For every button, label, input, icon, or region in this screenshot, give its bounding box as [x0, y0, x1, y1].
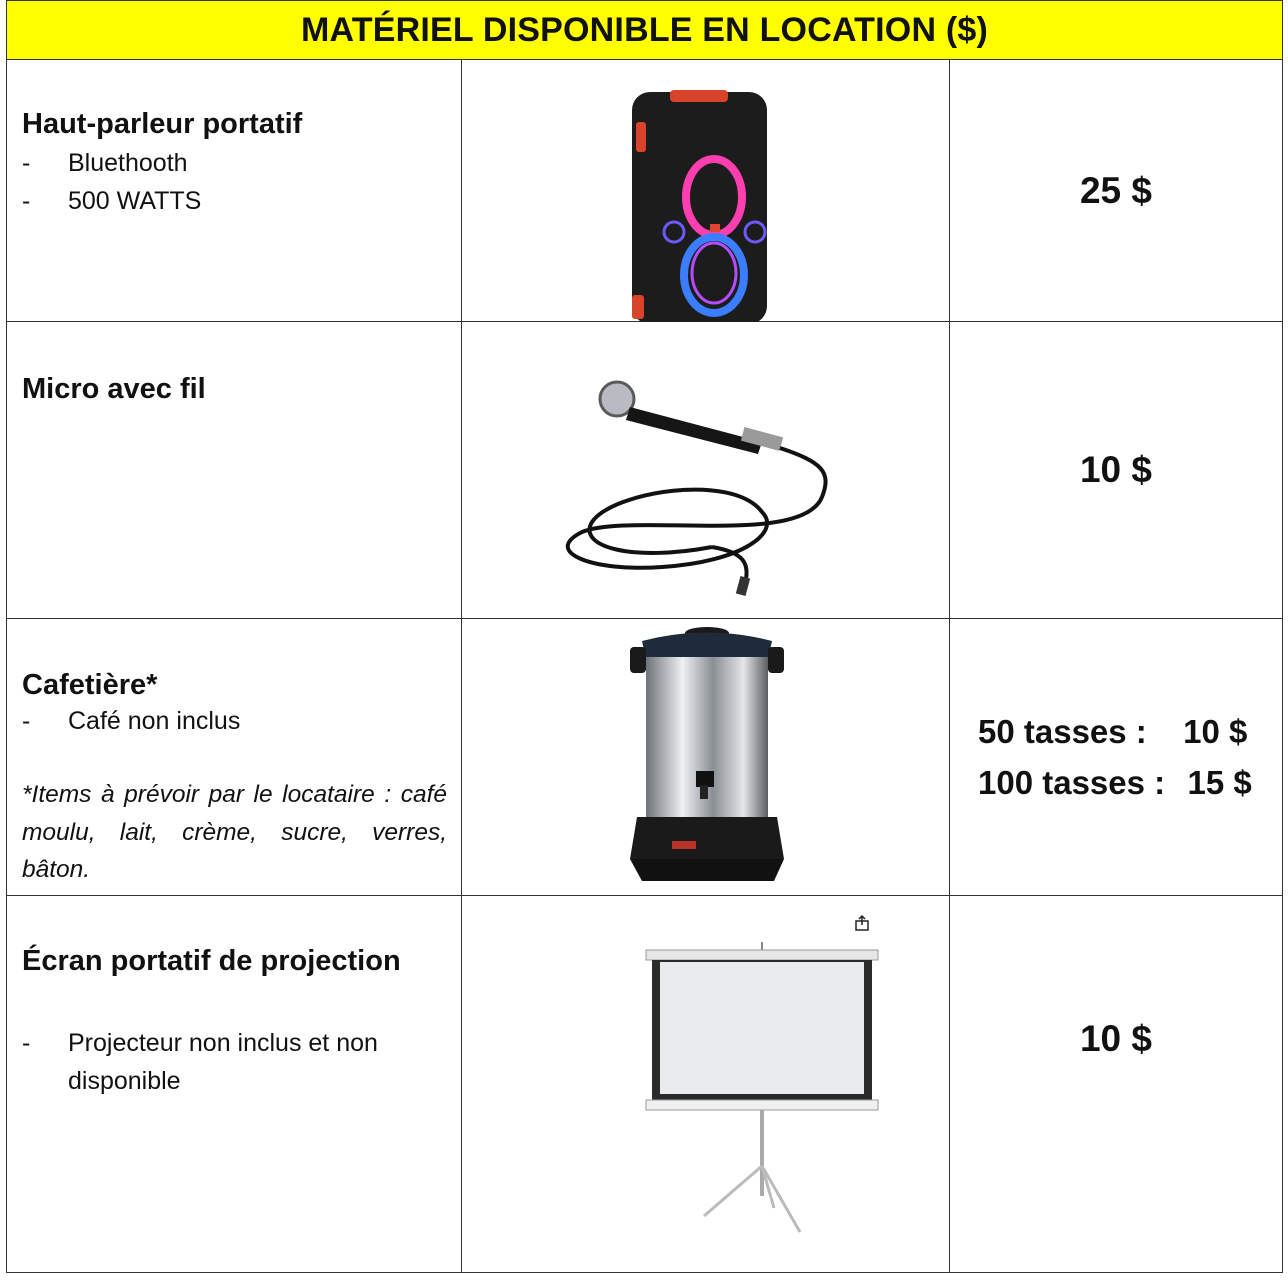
- price-value: 10 $: [1183, 713, 1248, 750]
- item-description: [7, 619, 462, 896]
- table-row: [7, 896, 1283, 1273]
- wired-microphone-icon: [462, 322, 950, 619]
- bullet-item: - Café non inclus: [22, 702, 447, 740]
- price-value: 25 $: [1079, 169, 1152, 211]
- bullet-item: - Bluethooth: [22, 144, 447, 182]
- table-row: [7, 322, 1283, 619]
- item-bullets: [22, 144, 447, 220]
- header-title: MATÉRIEL DISPONIBLE EN LOCATION ($): [300, 10, 989, 49]
- price-line: [978, 706, 1282, 757]
- table-row: [7, 60, 1283, 322]
- bullet-item: - Projecteur non inclus et non disponible: [22, 1024, 447, 1100]
- item-price: [950, 896, 1283, 1273]
- portable-speaker-icon: [462, 60, 950, 322]
- price-value: 15 $: [1187, 764, 1252, 801]
- item-bullets: [22, 1024, 447, 1100]
- item-title: Cafetière*: [22, 669, 158, 701]
- item-title: Micro avec fil: [22, 373, 206, 405]
- item-title: Écran portatif de projection: [22, 945, 401, 977]
- item-description: [7, 896, 462, 1273]
- price-line: [978, 757, 1282, 808]
- price-value: 10 $: [1079, 1018, 1152, 1059]
- item-image-cell: [462, 322, 950, 619]
- projection-screen-icon: [462, 896, 950, 1273]
- item-bullets: [22, 702, 447, 740]
- table-header: [7, 1, 1283, 60]
- item-price: [950, 60, 1283, 322]
- price-label: 50 tasses :: [978, 713, 1147, 750]
- item-title: Haut-parleur portatif: [22, 108, 303, 140]
- bullet-item: - 500 WATTS: [22, 182, 447, 220]
- item-price: [950, 619, 1283, 896]
- item-description: [7, 60, 462, 322]
- item-note: *Items à prévoir par le locataire : café moulu, lait, crème, sucre, verres, bâton.: [22, 781, 447, 883]
- item-image-cell: [462, 619, 950, 896]
- share-icon: [856, 916, 868, 930]
- rental-table: [6, 0, 1283, 1273]
- item-description: [7, 322, 462, 619]
- item-image-cell: [462, 60, 950, 322]
- coffee-urn-icon: [462, 619, 950, 896]
- price-label: 100 tasses :: [978, 764, 1166, 801]
- table-row: [7, 619, 1283, 896]
- item-image-cell: [462, 896, 950, 1273]
- item-price: [950, 322, 1283, 619]
- price-value: 10 $: [1079, 449, 1152, 490]
